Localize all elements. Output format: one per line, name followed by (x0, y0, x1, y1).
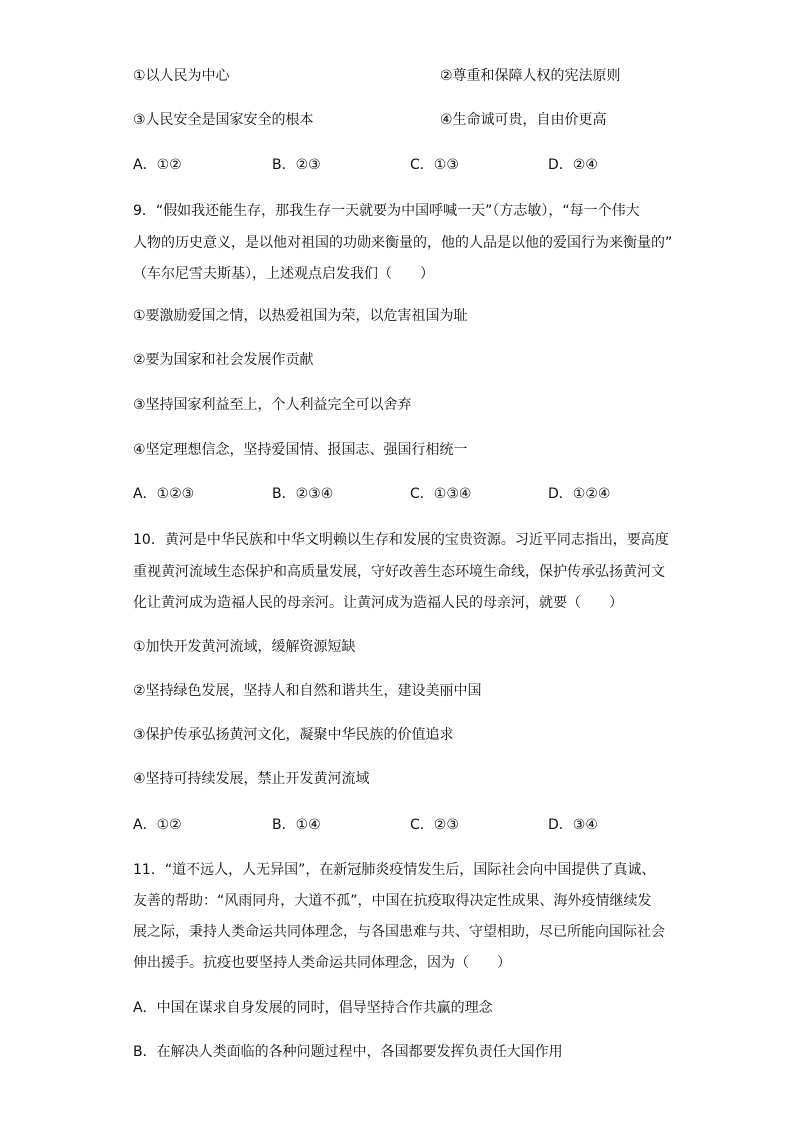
q9-option-c: C．①③④ (410, 486, 472, 502)
q8-item-2: ②尊重和保障人权的宪法原则 (440, 68, 621, 84)
q10-stem-line-1: 10．黄河是中华民族和中华文明赖以生存和发展的宝贵资源。习近平同志指出，要高度 (133, 532, 669, 548)
q9-item-4: ④坚定理想信念，坚持爱国情、报国志、强国行相统一 (133, 442, 468, 458)
q9-option-b: B．②③④ (272, 486, 334, 502)
q9-option-d: D．①②④ (548, 486, 611, 502)
q9-stem-line-1: 9．“假如我还能生存，那我生存一天就要为中国呼喊一天”（方志敏），“每一个伟大 (133, 203, 640, 219)
q8-option-b: B．②③ (272, 157, 321, 173)
q10-item-3: ③保护传承弘扬黄河文化，凝聚中华民族的价值追求 (133, 727, 454, 743)
q11-stem-line-3: 展之际，秉持人类命运共同体理念，与各国患难与共、守望相助，尽已所能向国际社会 (133, 924, 665, 940)
q11-stem-line-4: 伸出援手。抗疫也要坚持人类命运共同体理念，因为（ ） (133, 955, 511, 971)
q10-item-1: ①加快开发黄河流域，缓解资源短缺 (133, 639, 356, 655)
q9-item-1: ①要激励爱国之情，以热爱祖国为荣，以危害祖国为耻 (133, 308, 468, 324)
q8-item-1: ①以人民为中心 (133, 68, 230, 84)
q11-stem-line-1: 11．“道不远人，人无异国”，在新冠肺炎疫情发生后，国际社会向中国提供了真诚、 (133, 862, 656, 878)
q9-option-a: A．①②③ (133, 486, 195, 502)
q9-stem-line-3: （车尔尼雪夫斯基），上述观点启发我们（ ） (133, 266, 434, 282)
q11-option-a: A．中国在谋求自身发展的同时，倡导坚持合作共赢的理念 (133, 1000, 493, 1016)
q8-item-4: ④生命诚可贵，自由价更高 (440, 112, 607, 128)
q9-item-2: ②要为国家和社会发展作贡献 (133, 352, 314, 368)
q11-stem-line-2: 友善的帮助：“风雨同舟，大道不孤”，中国在抗疫取得决定性成果、海外疫情继续发 (133, 893, 652, 909)
q10-item-4: ④坚持可持续发展，禁止开发黄河流域 (133, 771, 370, 787)
q8-option-c: C．①③ (410, 157, 459, 173)
q10-option-b: B．①④ (272, 817, 321, 833)
q8-option-d: D．②④ (548, 157, 598, 173)
q10-option-c: C．②③ (410, 817, 459, 833)
q10-stem-line-3: 化让黄河成为造福人民的母亲河。让黄河成为造福人民的母亲河，就要（ ） (133, 595, 623, 611)
q9-item-3: ③坚持国家利益至上，个人利益完全可以舍弃 (133, 397, 412, 413)
q8-option-a: A．①② (133, 157, 182, 173)
q10-item-2: ②坚持绿色发展，坚持人和自然和谐共生，建设美丽中国 (133, 683, 482, 699)
q10-option-d: D．③④ (548, 817, 598, 833)
q10-stem-line-2: 重视黄河流域生态保护和高质量发展，守好改善生态环境生命线，保护传承弘扬黄河文 (133, 564, 665, 580)
q9-stem-line-2: 人物的历史意义，是以他对祖国的功勋来衡量的，他的人品是以他的爱国行为来衡量的” (133, 235, 673, 251)
q11-option-b: B．在解决人类面临的各种问题过程中，各国都要发挥负责任大国作用 (133, 1044, 563, 1060)
q8-item-3: ③人民安全是国家安全的根本 (133, 112, 314, 128)
q10-option-a: A．①② (133, 817, 182, 833)
